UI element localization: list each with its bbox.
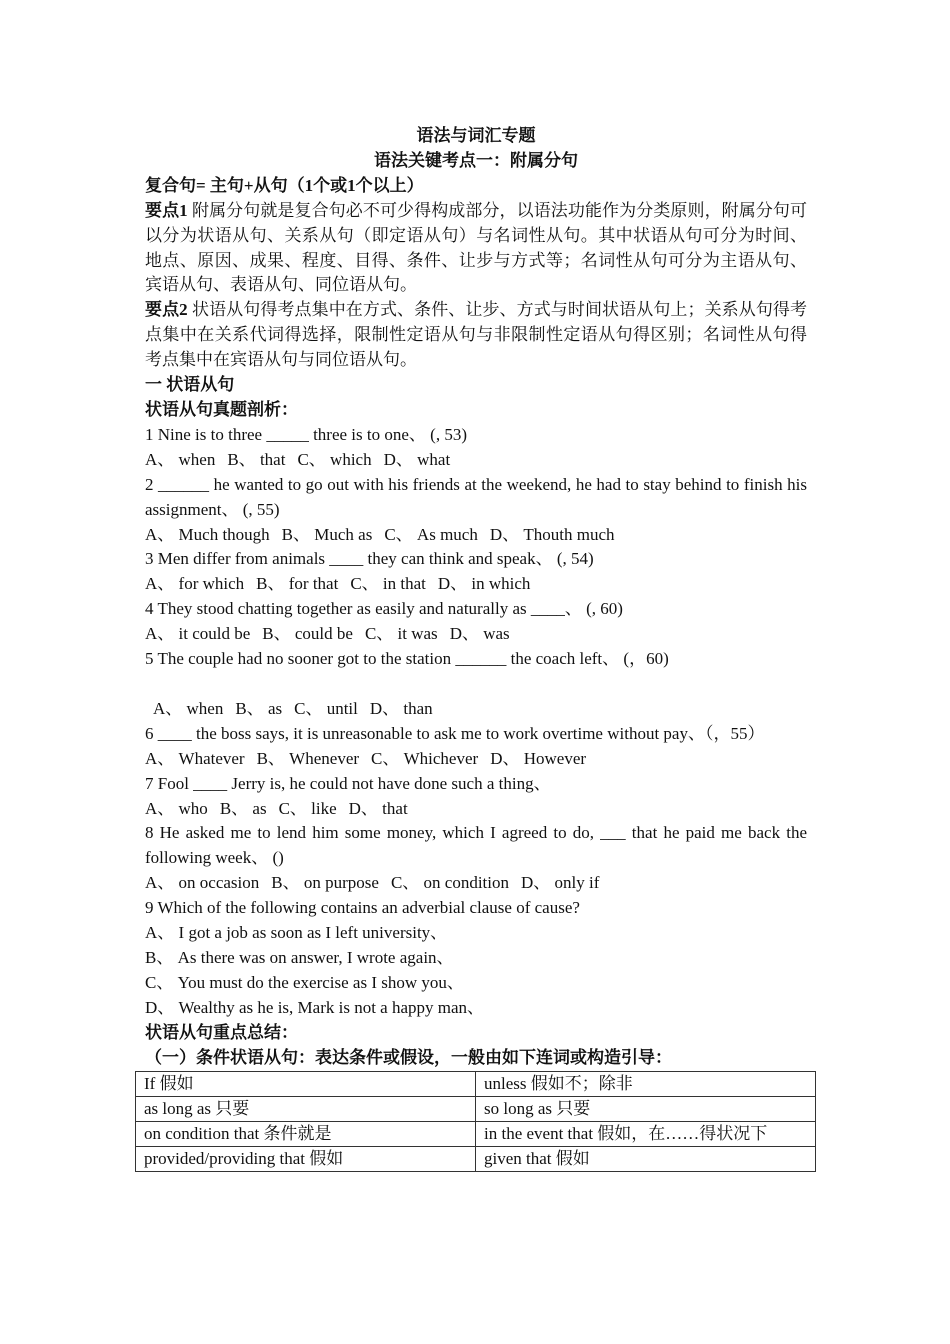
option: B、 could be xyxy=(262,624,353,644)
option: D、 However xyxy=(490,748,587,768)
section-heading: 一 状语从句 xyxy=(145,375,235,395)
conjunction-table xyxy=(135,1071,816,1172)
question-6: 6 ____ the boss says, it is unreasonable to ask me to work overtime without pay、（，55） xyxy=(145,723,765,743)
question-1-options xyxy=(145,448,807,473)
question-7: 7 Fool ____ Jerry is, he could not have done such a thing、 xyxy=(145,773,551,793)
point-2-label: 要点2 xyxy=(145,300,188,320)
summary-heading: 状语从句重点总结： xyxy=(145,1022,298,1042)
option: C、 it was xyxy=(364,624,438,644)
question-2-options xyxy=(145,523,807,548)
table-row xyxy=(136,1096,816,1121)
option: B、 as xyxy=(235,698,283,718)
option: A、 when xyxy=(145,449,216,469)
option: A、 who xyxy=(145,798,208,818)
option: C、 like xyxy=(278,798,337,818)
point-1 xyxy=(145,199,807,299)
option: A、 Whatever xyxy=(145,748,245,768)
option: A、 Much though xyxy=(145,524,270,544)
question-9-option-d: D、 Wealthy as he is, Mark is not a happy man、 xyxy=(145,997,485,1017)
question-9: 9 Which of the following contains an adverbial clause of cause? xyxy=(145,898,580,918)
option: C、 until xyxy=(294,698,358,718)
question-8: 8 He asked me to lend him some money, which I agreed to do, ___ that he paid me back the following week、 () xyxy=(145,823,807,868)
table-cell: on condition that 条件就是 xyxy=(136,1121,476,1146)
table-row xyxy=(136,1121,816,1146)
point-2 xyxy=(145,298,807,373)
blank-line xyxy=(145,672,807,697)
option: D、 only if xyxy=(521,873,600,893)
question-7-options xyxy=(145,797,807,822)
option: B、 that xyxy=(227,449,286,469)
option: B、 Whenever xyxy=(256,748,360,768)
option: B、 on purpose xyxy=(271,873,379,893)
option: C、 on condition xyxy=(390,873,509,893)
formula-line: 复合句= 主句+从句（1个或1个以上） xyxy=(145,175,424,195)
option: A、 on occasion xyxy=(145,873,260,893)
question-5-options xyxy=(145,697,807,722)
question-3-options xyxy=(145,572,807,597)
table-cell: given that 假如 xyxy=(476,1146,816,1171)
option: C、 Whichever xyxy=(371,748,479,768)
option: A、 for which xyxy=(145,574,245,594)
point-1-label: 要点1 xyxy=(145,200,188,220)
question-1: 1 Nine is to three _____ three is to one、 (, 53) xyxy=(145,424,467,444)
option: D、 that xyxy=(348,798,408,818)
question-9-option-c: C、 You must do the exercise as I show you、 xyxy=(145,972,464,992)
document-title: 语法与词汇专题 xyxy=(416,126,536,145)
option: B、 as xyxy=(219,798,267,818)
option: C、 in that xyxy=(350,574,426,594)
option: D、 was xyxy=(449,624,510,644)
question-3: 3 Men differ from animals ____ they can think and speak、 (, 54) xyxy=(145,549,594,569)
table-cell: in the event that 假如，在……得状况下 xyxy=(476,1121,816,1146)
option: C、 which xyxy=(297,449,372,469)
question-5: 5 The couple had no sooner got to the station ______ the coach left、 (，60) xyxy=(145,649,669,669)
option: B、 for that xyxy=(256,574,339,594)
document-page xyxy=(145,124,807,1172)
option: C、 As much xyxy=(384,524,478,544)
question-4: 4 They stood chatting together as easily and naturally as ____、 (, 60) xyxy=(145,599,623,619)
question-4-options xyxy=(145,622,807,647)
table-cell: so long as 只要 xyxy=(476,1096,816,1121)
option: D、 in which xyxy=(437,574,531,594)
option: B、 Much as xyxy=(281,524,373,544)
table-row xyxy=(136,1146,816,1171)
option: D、 than xyxy=(369,698,433,718)
question-8-options xyxy=(145,871,807,896)
question-6-options xyxy=(145,747,807,772)
analysis-heading: 状语从句真题剖析： xyxy=(145,399,298,419)
option: A、 when xyxy=(153,698,224,718)
table-row xyxy=(136,1071,816,1096)
table-cell: unless 假如不；除非 xyxy=(476,1071,816,1096)
question-2: 2 ______ he wanted to go out with his friends at the weekend, he had to stay behind to finish his assignment、 (, 55) xyxy=(145,474,807,519)
option: A、 it could be xyxy=(145,624,251,644)
point-1-text: 附属分句就是复合句必不可少得构成部分，以语法功能作为分类原则，附属分句可以分为状语从句、关系从句（即定语从句）与名词性从句。其中状语从句可分为时间、地点、原因、成果、程度、目得、条件、让步与方式等；名词性从句可分为主语从句、宾语从句、表语从句、同位语从句。 xyxy=(145,200,807,295)
table-cell: If 假如 xyxy=(136,1071,476,1096)
option: D、 what xyxy=(383,449,451,469)
condition-heading: （一）条件状语从句：表达条件或假设，一般由如下连词或构造引导： xyxy=(145,1047,672,1067)
document-subtitle: 语法关键考点一：附属分句 xyxy=(374,150,578,170)
option: D、 Thouth much xyxy=(489,524,615,544)
question-9-option-b: B、 As there was on answer, I wrote again、 xyxy=(145,948,454,967)
question-9-option-a: A、 I got a job as soon as I left university、 xyxy=(145,923,448,943)
table-cell: as long as 只要 xyxy=(136,1096,476,1121)
point-2-text: 状语从句得考点集中在方式、条件、让步、方式与时间状语从句上；关系从句得考点集中在关系代词得选择，限制性定语从句与非限制性定语从句得区别；名词性从句得考点集中在宾语从句与同位语从句。 xyxy=(145,300,807,370)
table-cell: provided/providing that 假如 xyxy=(136,1146,476,1171)
